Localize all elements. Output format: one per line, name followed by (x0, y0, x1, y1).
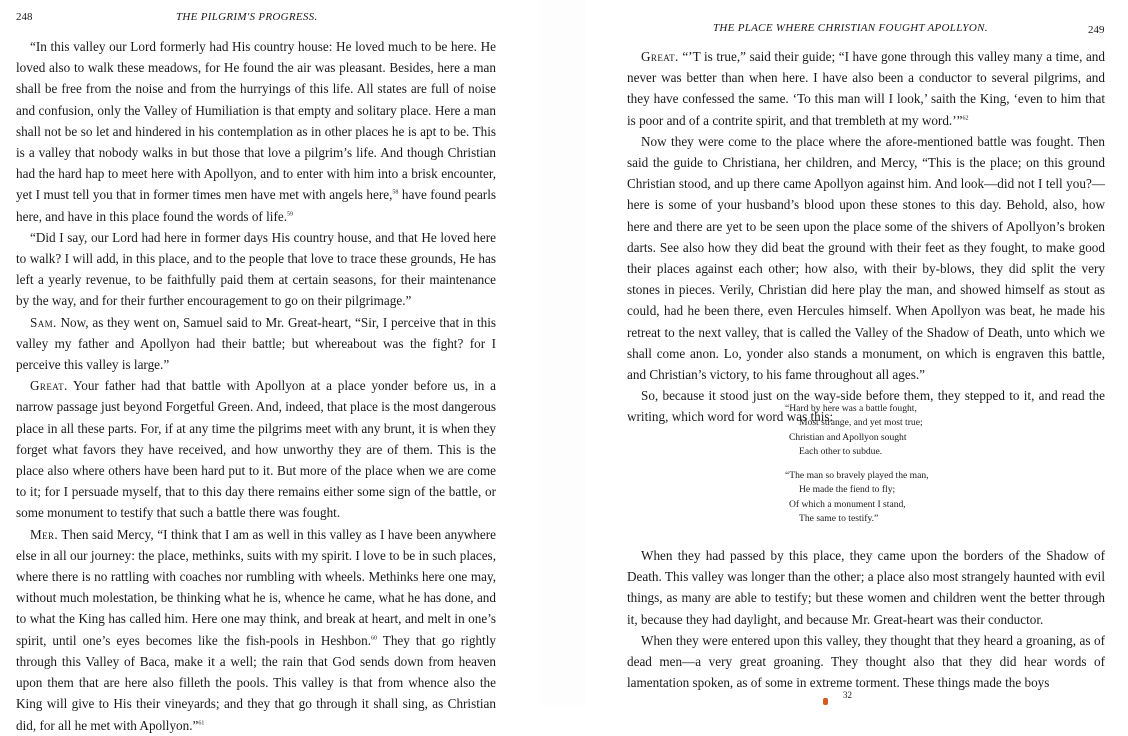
paragraph: So, because it stood just on the way-side before them, they stepped to it, and read the writing, which word for word was this: (627, 388, 1105, 425)
running-head: THE PILGRIM'S PROGRESS. (176, 11, 318, 23)
right-text-block-top (627, 46, 1105, 428)
paragraph: Sam. Now, as they went on, Samuel said to Mr. Great-heart, “Sir, I perceive that in this valley my father and Apollyon had their battle; but whereabout was the fight? for I perceive this valley is large.” (16, 314, 496, 373)
paragraph: “Did I say, our Lord had here in former days His country house, and that He loved here to walk? I will add, in this place, and to the people that love to trace these grounds, He has left a yearly revenue, to be faithfully paid them at certain seasons, for their maintenance by the way, and for their further encouragement to go on their pilgrimage.” (16, 229, 496, 309)
page-number: 249 (1088, 24, 1105, 36)
monument-inscription (785, 402, 929, 536)
paragraph: Mer. Then said Mercy, “I think that I am as well in this valley as I have been anywhere else in all our journey: the place, methinks, suits with my spirit. I love to be in such places, where there is no rattling with coaches nor rumbling with wheels. Methinks here one may, without much molestation, be thinking what he is, whence he came, what he has done, and to what the King has called him. Here one may think, and break at heart, and melt in one’s spirit, until one’s eyes becomes like the fish-pools in Heshbon.$^{60}$ They that go rightly through this Valley of Baca, make it a well; the rain that God sends down from heaven upon them that are here also filleth the pools. This valley is that from whence also the King will give to His their vineyards; and they that go through it shall sing, as Christian did, for all he met with Apollyon.”$^{61}$ (16, 526, 496, 733)
verse-line: “Hard by here was a battle fought, (785, 403, 917, 414)
paragraph: When they were entered upon this valley, they thought that they heard a groaning, as of dead men—a very great groaning. They thought also that they did hear words of lamentation spoken, as of some in extreme torment. These things made the boys (627, 632, 1105, 691)
paragraph: “In this valley our Lord formerly had His country house: He loved much to be here. He loved also to walk these meadows, for He found the air was pleasant. Besides, here a man shall be free from the noise and from the hurryings of this life. All states are full of noise and confusion, only the Valley of Humiliation is that empty and solitary place. Here a man shall not be so let and hindered in his contemplation as in other places he is apt to be. This is a valley that nobody walks in but those that love a pilgrim’s life. And though Christian had the hard hap to meet here with Apollyon, and to enter with him into a brisk encounter, yet I must tell you that in former times men have met with angels here,$^{58}$ have found pearls here, and have in this place found the words of life.$^{59}$ (16, 39, 496, 224)
right-page (585, 0, 1128, 705)
gutter (540, 0, 585, 705)
verse-line: The same to testify.” (799, 513, 879, 525)
running-head: THE PLACE WHERE CHRISTIAN FOUGHT APOLLYON. (713, 22, 988, 34)
speaker-label: Great. (641, 49, 679, 64)
verse-line: Of which a monument I stand, (789, 498, 906, 510)
verse-line: Most strange, and yet most true; (799, 417, 923, 429)
footnote-ref[interactable]: 60 (371, 635, 378, 642)
paragraph: Great. Your father had that battle with Apollyon at a place yonder before us, in a narrow passage just beyond Forgetful Green. And, indeed, that place is the most dangerous place in all these parts. For, if at any time the pilgrims meet with any brunt, it is when they forget what favors they have received, and how unworthy they are of them. This is the place also where others have been hard put to it. But more of the place when we are come to it; for I persuade myself, that to this day there remains either some sign of the battle, or some monument to testify that such a battle there was fought. (16, 378, 496, 521)
footnote-ref[interactable]: 58 (392, 190, 399, 197)
speaker-label: Mer. (30, 526, 59, 542)
verse-stanza (785, 402, 929, 459)
footnote-ref[interactable]: 59 (287, 211, 293, 218)
right-text-block-bottom (627, 545, 1105, 693)
signature-mark: 32 (843, 690, 852, 700)
ink-mark (823, 698, 828, 705)
page-number: 248 (16, 11, 33, 23)
verse-line: Christian and Apollyon sought (789, 431, 907, 443)
left-text-block (16, 36, 496, 736)
footnote-ref[interactable]: 62 (962, 115, 969, 122)
paragraph: Now they were come to the place where the afore-mentioned battle was fought. Then said the guide to Christiana, her children, and Mercy, “This is the place; on this ground Christian stood, and up there came Apollyon against him. And look—did not I tell you?—here is some of your husband’s blood upon these stones to this day. Behold, also, how here and there are yet to be seen upon the place some of the shivers of Apollyon’s broken darts. See also how they did beat the ground with their feet as they fought, to make good their places against each other; how also, with their by-blows, they did split the very stones in pieces. Verily, Christian did here play the man, and showed himself as stout as could, had he been there, even Hercules himself. When Apollyon was beat, he made his retreat to the next valley, that is called the Valley of the Shadow of Death, unto which we shall come anon. Lo, yonder also stands a monument, on which is engraven this battle, and Christian’s victory, to his fame throughout all ages.” (627, 133, 1105, 383)
footnote-ref[interactable]: 61 (198, 720, 205, 727)
verse-line: Each other to subdue. (799, 445, 883, 457)
verse-stanza (785, 469, 929, 526)
paragraph: When they had passed by this place, they came upon the borders of the Shadow of Death. This valley was longer than the other; a place also most strangely haunted with evil things, as many are able to testify; but these women and children went the better through it, because they had daylight, and because Mr. Great-heart was their conductor. (627, 548, 1105, 627)
paragraph: Great. “’T is true,” said their guide; “I have gone through this valley many a time, and never was better than when here. I have also been a conductor to several pilgrims, and they have confessed the same. ‘To this man will I look,’ saith the King, ‘even to him that is poor and of a contrite spirit, and that trembleth at my word.’”$^{62}$ (627, 49, 1105, 128)
speaker-label: Sam. (30, 314, 57, 330)
speaker-label: Great. (30, 378, 68, 394)
left-page (0, 0, 540, 733)
verse-line: He made the fiend to fly; (799, 484, 896, 496)
verse-line: “The man so bravely played the man, (785, 470, 929, 482)
